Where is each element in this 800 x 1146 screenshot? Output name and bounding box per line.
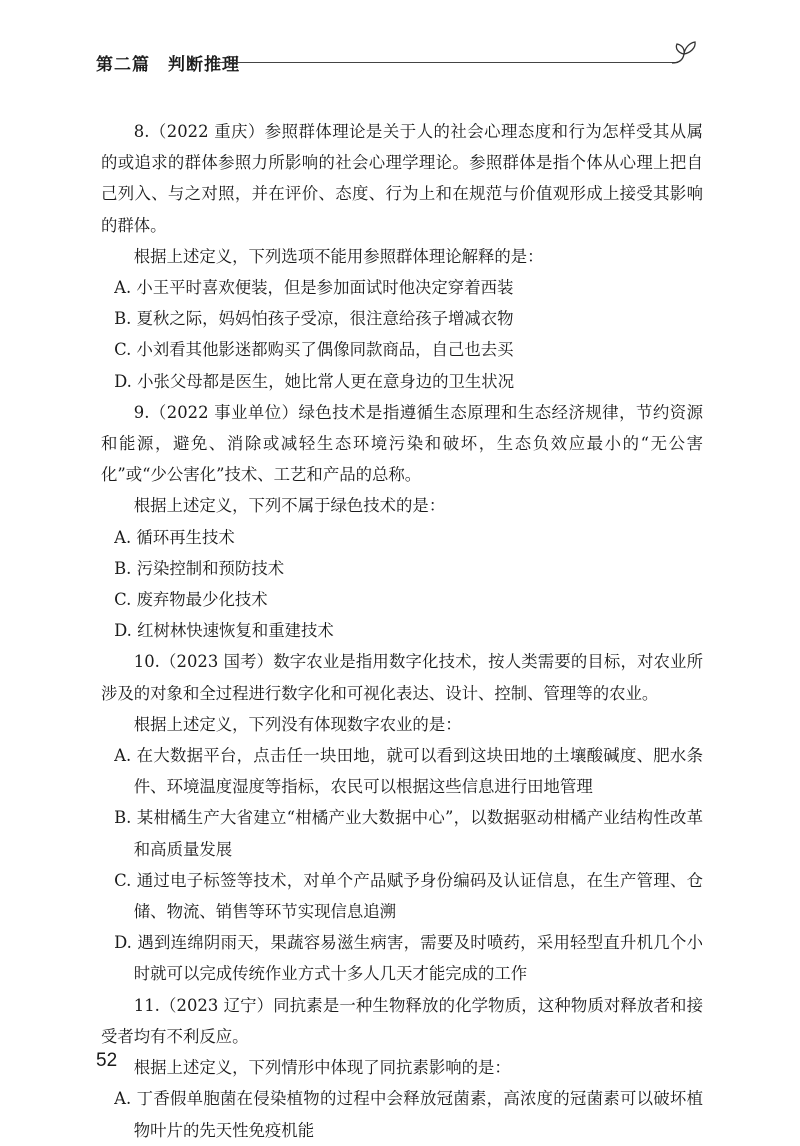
question-stem: 10.（2023 国考）数字农业是指用数字化技术，按人类需要的目标，对农业所涉及的对象和全过程进行数字化和可视化表达、设计、控制、管理等的农业。 — [101, 652, 703, 703]
header-rule — [216, 62, 678, 63]
option-a: A. 在大数据平台，点击任一块田地，就可以看到这块田地的土壤酸碱度、肥水条件、环境温度湿度等指标，农民可以根据这些信息进行田地管理 — [114, 746, 703, 797]
question-9 — [101, 397, 703, 647]
option-d: D. 遇到连绵阴雨天，果蔬容易滋生病害，需要及时喷药，采用轻型直升机几个小时就可以完成传统作业方式十多人几天才能完成的工作 — [114, 933, 703, 984]
question-prompt: 根据上述定义，下列选项不能用参照群体理论解释的是： — [133, 246, 544, 266]
question-prompt: 根据上述定义，下列情形中体现了同抗素影响的是： — [133, 1058, 511, 1078]
option-b: B. 某柑橘生产大省建立“柑橘产业大数据中心”，以数据驱动柑橘产业结构性改革和高质量发展 — [114, 808, 703, 859]
option-a: A. 小王平时喜欢便装，但是参加面试时他决定穿着西装 — [114, 278, 514, 298]
option-c: C. 小刘看其他影迷都购买了偶像同款商品，自己也去买 — [114, 340, 514, 360]
question-prompt: 根据上述定义，下列没有体现数字农业的是： — [133, 714, 462, 734]
question-stem: 9.（2022 事业单位）绿色技术是指遵循生态原理和生态经济规律，节约资源和能源，避免、消除或减轻生态环境污染和破坏，生态负效应最小的“无公害化”或“少公害化”技术、工艺和产品的总称。 — [101, 402, 703, 485]
page-content — [101, 116, 703, 1146]
option-d: D. 小张父母都是医生，她比常人更在意身边的卫生状况 — [114, 371, 515, 391]
sprout-icon — [668, 38, 704, 72]
page-number: 52 — [96, 1050, 118, 1071]
question-11 — [101, 990, 703, 1146]
page-header — [96, 38, 700, 78]
question-stem: 8.（2022 重庆）参照群体理论是关于人的社会心理态度和行为怎样受其从属的或追求的群体参照力所影响的社会心理学理论。参照群体是指个体从心理上把自己列入、与之对照，并在评价、态度、行为上和在规范与价值观形成上接受其影响的群体。 — [101, 122, 703, 235]
option-a: A. 丁香假单胞菌在侵染植物的过程中会释放冠菌素，高浓度的冠菌素可以破坏植物叶片的先天性免疫机能 — [114, 1089, 703, 1140]
option-b: B. 夏秋之际，妈妈怕孩子受凉，很注意给孩子增减衣物 — [114, 309, 514, 329]
question-prompt: 根据上述定义，下列不属于绿色技术的是： — [133, 496, 446, 516]
option-b: B. 污染控制和预防技术 — [114, 558, 285, 578]
section-title: 第二篇 判断推理 — [96, 55, 240, 75]
option-c: C. 通过电子标签等技术，对单个产品赋予身份编码及认证信息，在生产管理、仓储、物流、销售等环节实现信息追溯 — [114, 870, 703, 922]
question-stem: 11.（2023 辽宁）同抗素是一种生物释放的化学物质，这种物质对释放者和接受者均有不利反应。 — [101, 995, 703, 1046]
option-d: D. 红树林快速恢复和重建技术 — [114, 621, 334, 641]
option-c: C. 废弃物最少化技术 — [114, 590, 268, 610]
question-10 — [101, 646, 703, 989]
option-a: A. 循环再生技术 — [114, 527, 235, 547]
question-8 — [101, 116, 703, 397]
